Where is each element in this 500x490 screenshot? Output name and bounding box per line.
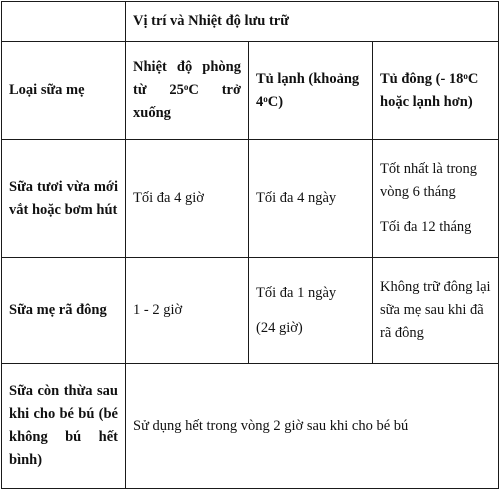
milk-type-header: Loại sữa mẹ <box>2 42 126 140</box>
freezer-best-text: Tốt nhất là trong vòng 6 tháng <box>380 161 478 200</box>
fridge-max-text: Tối đa 1 ngày <box>256 284 337 301</box>
table-row-leftover-milk <box>2 364 499 489</box>
milk-type-cell: Sữa còn thừa sau khi cho bé bú (bé không bú hết bình) <box>2 364 126 489</box>
header-row-columns <box>2 42 499 140</box>
header-empty-cell <box>2 2 126 42</box>
room-temp-cell: 1 - 2 giờ <box>126 258 249 364</box>
fridge-cell <box>249 258 373 364</box>
freezer-cell <box>373 140 499 258</box>
fridge-header: Tủ lạnh (khoảng 4$^o$C) <box>249 42 373 140</box>
freezer-max-text: Tối đa 12 tháng <box>380 219 472 235</box>
freezer-header: Tủ đông (- 18$^o$C hoặc lạnh hơn) <box>373 42 499 140</box>
table-row-thawed-milk <box>2 258 499 364</box>
milk-type-cell: Sữa tươi vừa mới vắt hoặc bơm hút <box>2 140 126 258</box>
freezer-cell: Không trữ đông lại sữa mẹ sau khi đã rã đông <box>373 258 499 364</box>
fridge-hours-text: (24 giờ) <box>256 319 303 336</box>
fridge-cell: Tối đa 4 ngày <box>249 140 373 258</box>
breastmilk-storage-table <box>1 1 499 489</box>
merged-usage-cell: Sử dụng hết trong vòng 2 giờ sau khi cho bé bú <box>126 364 499 489</box>
milk-type-cell: Sữa mẹ rã đông <box>2 258 126 364</box>
room-temp-header: Nhiệt độ phòng từ 25$^o$C trở xuống <box>126 42 249 140</box>
room-temp-cell: Tối đa 4 giờ <box>126 140 249 258</box>
table-row-fresh-milk <box>2 140 499 258</box>
storage-group-title: Vị trí và Nhiệt độ lưu trữ <box>126 2 499 42</box>
header-row-title <box>2 2 499 42</box>
